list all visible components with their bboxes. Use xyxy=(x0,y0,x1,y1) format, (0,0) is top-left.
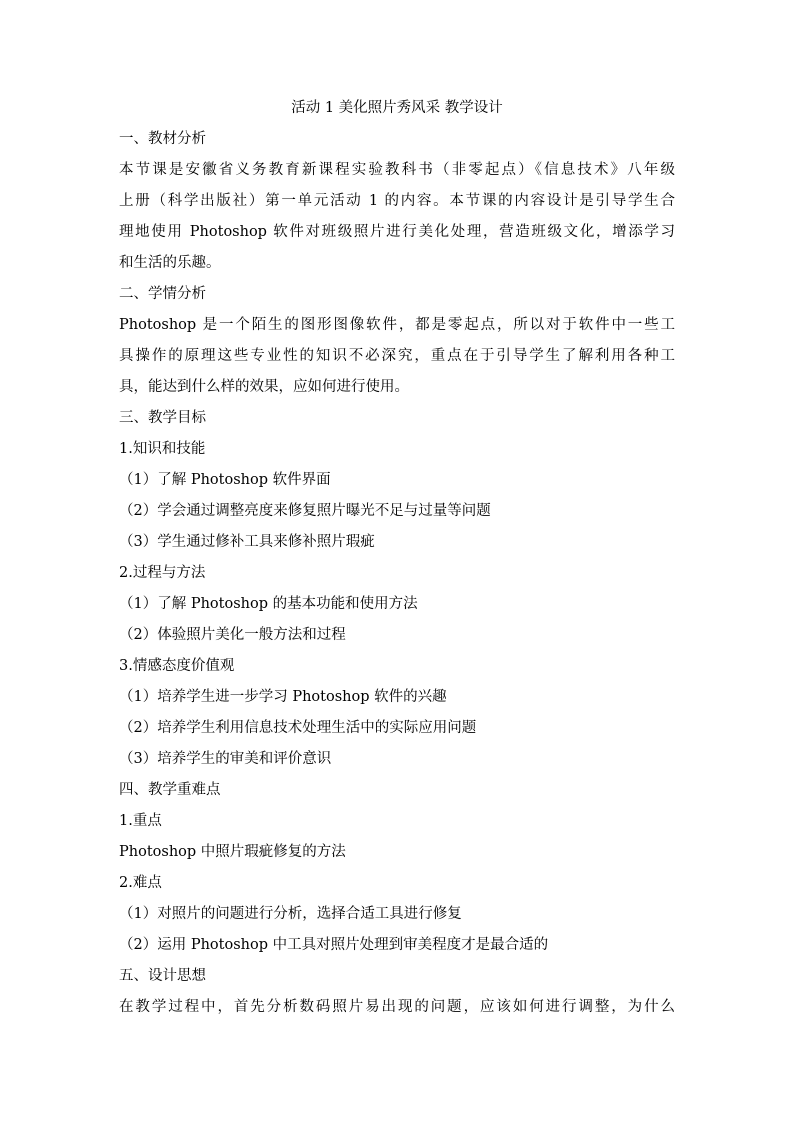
list-item: （1）对照片的问题进行分析，选择合适工具进行修复 xyxy=(119,906,462,922)
subheading-process-methods: 2.过程与方法 xyxy=(119,565,206,581)
paragraph-line: 理地使用 Photoshop 软件对班级照片进行美化处理，营造班级文化，增添学习 xyxy=(119,224,675,240)
section-heading-design-idea: 五、设计思想 xyxy=(119,968,206,984)
list-item: （2）培养学生利用信息技术处理生活中的实际应用问题 xyxy=(119,720,477,736)
paragraph-line: Photoshop 是一个陌生的图形图像软件，都是零起点，所以对于软件中一些工 xyxy=(119,317,675,333)
subheading-knowledge-skills: 1.知识和技能 xyxy=(119,441,206,457)
subheading-attitudes-values: 3.情感态度价值观 xyxy=(119,658,235,674)
list-item: （2）运用 Photoshop 中工具对照片处理到审美程度才是最合适的 xyxy=(119,937,549,953)
list-item: （1）培养学生进一步学习 Photoshop 软件的兴趣 xyxy=(119,689,447,705)
section-heading-learners: 二、学情分析 xyxy=(119,286,206,302)
paragraph-line: Photoshop 中照片瑕疵修复的方法 xyxy=(119,844,346,860)
list-item: （1）了解 Photoshop 的基本功能和使用方法 xyxy=(119,596,418,612)
section-heading-objectives: 三、教学目标 xyxy=(119,410,206,426)
paragraph-line: 在教学过程中，首先分析数码照片易出现的问题，应该如何进行调整，为什么 xyxy=(119,999,675,1015)
list-item: （2）学会通过调整亮度来修复照片曝光不足与过量等问题 xyxy=(119,503,491,519)
list-item: （3）学生通过修补工具来修补照片瑕疵 xyxy=(119,534,375,550)
paragraph-line: 和生活的乐趣。 xyxy=(119,255,221,271)
paragraph-line: 具操作的原理这些专业性的知识不必深究，重点在于引导学生了解利用各种工 xyxy=(119,348,675,364)
paragraph-line: 上册（科学出版社）第一单元活动 1 的内容。本节课的内容设计是引导学生合 xyxy=(119,193,675,209)
list-item: （2）体验照片美化一般方法和过程 xyxy=(119,627,346,643)
section-heading-key-points: 四、教学重难点 xyxy=(119,782,221,798)
list-item: （1）了解 Photoshop 软件界面 xyxy=(119,472,331,488)
section-heading-materials: 一、教材分析 xyxy=(119,131,206,147)
list-item: （3）培养学生的审美和评价意识 xyxy=(119,751,332,767)
paragraph-line: 本节课是安徽省义务教育新课程实验教科书（非零起点）《信息技术》八年级 xyxy=(119,162,675,178)
paragraph-line: 具，能达到什么样的效果，应如何进行使用。 xyxy=(119,379,409,395)
subheading-key-point: 1.重点 xyxy=(119,813,162,829)
subheading-difficult-point: 2.难点 xyxy=(119,875,162,891)
document-title: 活动 1 美化照片秀风采 教学设计 xyxy=(291,100,503,116)
document-body xyxy=(119,93,675,1023)
